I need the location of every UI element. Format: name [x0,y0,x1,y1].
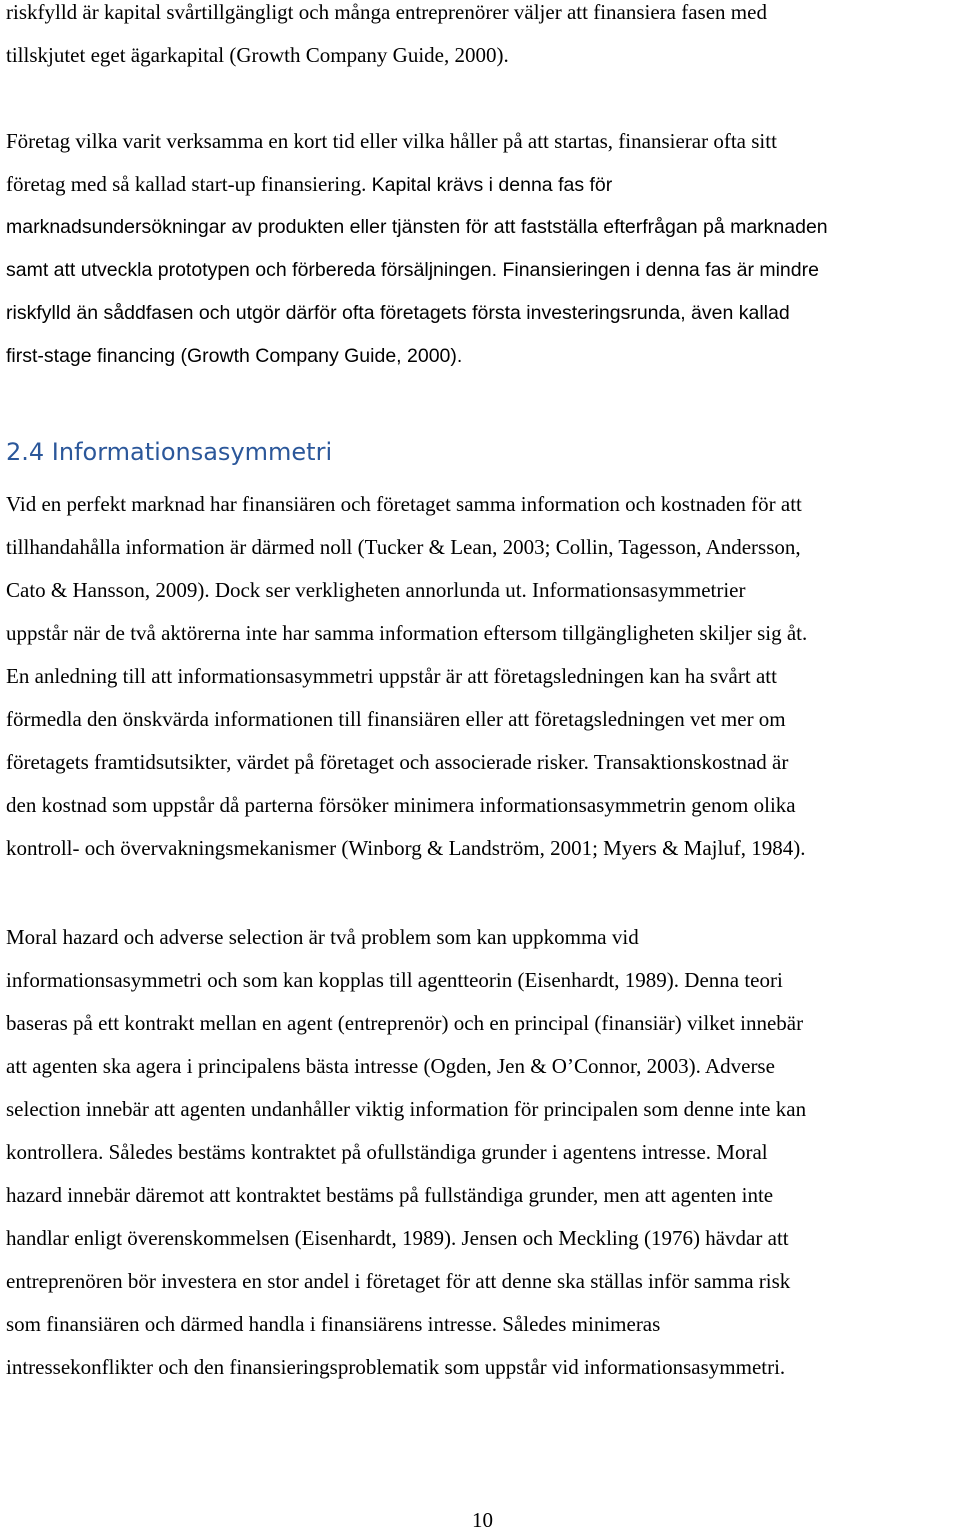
para2-line-2-serif: företag med så kallad start-up finansiering. [6,172,372,196]
para4-line-7: hazard innebär däremot att kontraktet bestäms på fullständiga grunder, men att agenten inte [6,1183,774,1207]
para4-line-8: handlar enligt överenskommelsen (Eisenhardt, 1989). Jensen och Meckling (1976) hävdar att [6,1226,789,1250]
para4-line-5: selection innebär att agenten undanhåller viktig information för principalen som denne inte kan [6,1097,807,1121]
para4-line-11: intressekonflikter och den finansieringsproblematik som uppstår vid informationsasymmetri. [6,1355,786,1379]
para2-line-1-text: Företag vilka varit verksamma en kort tid eller vilka håller på att startas, finansierar ofta sitt [6,129,777,153]
para2-line-2-sans: Kapital krävs i denna fas för [371,174,613,196]
para1-line-2: tillskjutet eget ägarkapital (Growth Company Guide, 2000). [6,43,509,67]
para4-line-10: som finansiären och därmed handla i finansiärens intresse. Således minimeras [6,1312,661,1336]
para2-line-3: marknadsundersökningar av produkten eller tjänsten för att fastställa efterfrågan på marknaden [6,216,828,238]
para3-line-2: tillhandahålla information är därmed noll (Tucker & Lean, 2003; Collin, Tagesson, Andersson, [6,535,801,559]
para4-line-3: baseras på ett kontrakt mellan en agent (entreprenör) och en principal (finansiär) vilket innebär [6,1011,804,1035]
para4-line-1: Moral hazard och adverse selection är två problem som kan uppkomma vid [6,925,639,949]
para3-line-6: förmedla den önskvärda informationen till finansiären eller att företagsledningen vet mer om [6,707,786,731]
para3-line-7: företagets framtidsutsikter, värdet på företaget och associerade risker. Transaktionskostnad är [6,750,789,774]
para4-line-6: kontrollera. Således bestäms kontraktet på ofullständiga grunder i agentens intresse. Moral [6,1140,768,1164]
para1-line-1: riskfylld är kapital svårtillgängligt och många entreprenörer väljer att finansiera fasen med [6,0,767,24]
page-number: 10 [472,1508,493,1532]
para4-line-4: att agenten ska agera i principalens bästa intresse (Ogden, Jen & O’Connor, 2003). Adverse [6,1054,775,1078]
para2-line-5: riskfylld än såddfasen och utgör därför ofta företagets första investeringsrunda, även kallad [6,302,790,324]
para3-line-5: En anledning till att informationsasymmetri uppstår är att företagsledningen kan ha svårt att [6,664,777,688]
para4-line-9: entreprenören bör investera en stor andel i företaget för att denne ska ställas inför samma risk [6,1269,791,1293]
para3-line-9: kontroll- och övervakningsmekanismer (Winborg & Landström, 2001; Myers & Majluf, 1984). [6,836,806,860]
para3-line-1: Vid en perfekt marknad har finansiären och företaget samma information och kostnaden för att [6,492,802,516]
para3-line-4: uppstår när de två aktörerna inte har samma information eftersom tillgängligheten skiljer sig åt. [6,621,808,645]
para2-line-1 [6,129,777,153]
para2-line-6: first-stage financing (Growth Company Guide, 2000). [6,345,463,367]
para3-line-3: Cato & Hansson, 2009). Dock ser verkligheten annorlunda ut. Informationsasymmetrier [6,578,746,602]
para2-line-2 [6,172,612,197]
para4-line-2: informationsasymmetri och som kan kopplas till agentteorin (Eisenhardt, 1989). Denna teori [6,968,783,992]
section-heading: 2.4 Informationsasymmetri [6,438,333,466]
para3-line-8: den kostnad som uppstår då parterna försöker minimera informationsasymmetrin genom olika [6,793,796,817]
para2-line-4: samt att utveckla prototypen och förbereda försäljningen. Finansieringen i denna fas är mindre [6,259,819,281]
